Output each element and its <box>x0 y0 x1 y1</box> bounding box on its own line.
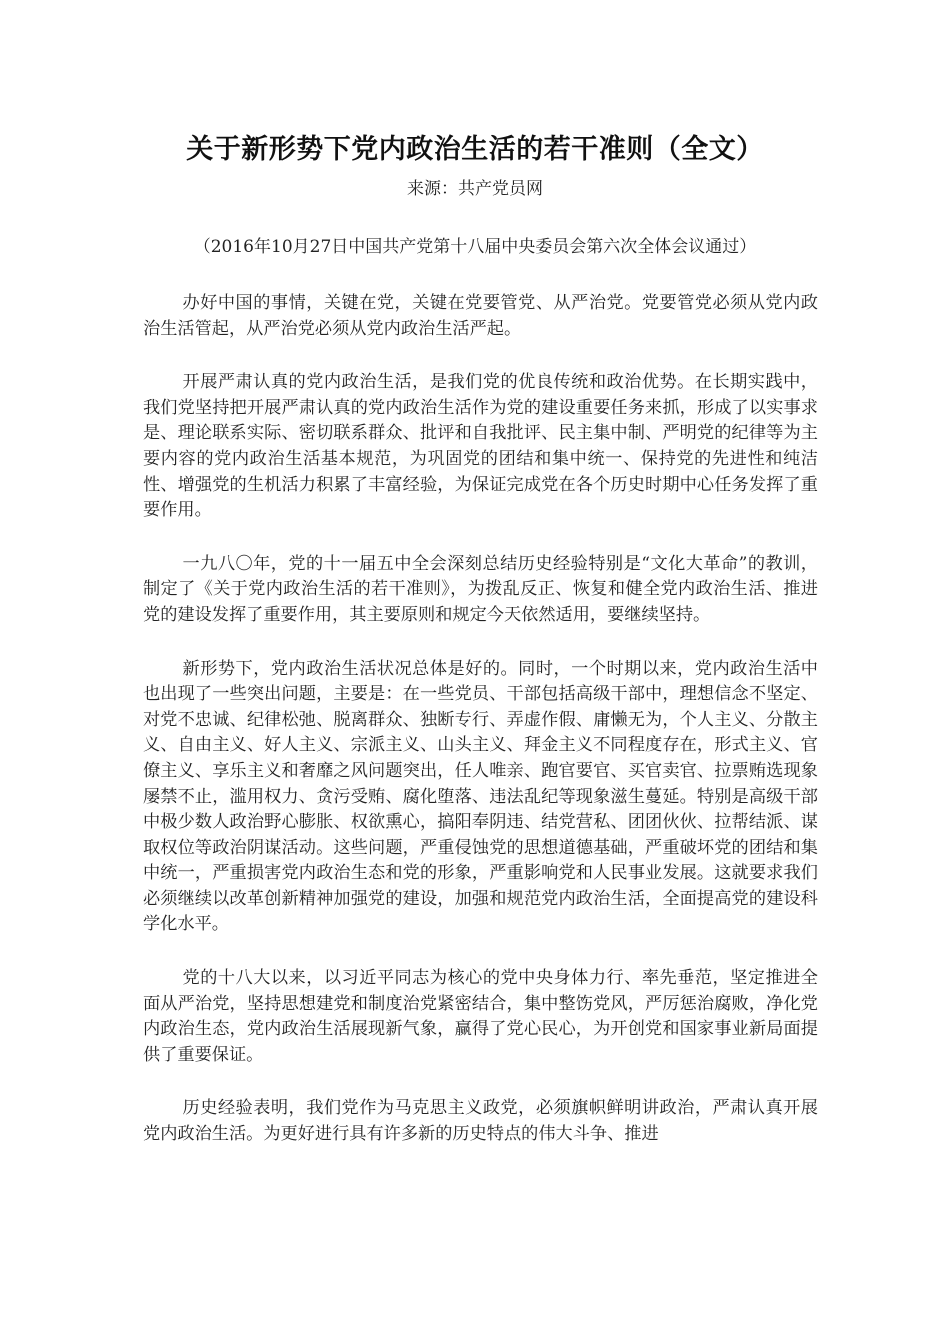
paragraph-4: 新形势下，党内政治生活状况总体是好的。同时，一个时期以来，党内政治生活中也出现了一些突出问题，主要是：在一些党员、干部包括高级干部中，理想信念不坚定、对党不忠诚、纪律松弛、脱离群众、独断专行、弄虚作假、庸懒无为，个人主义、分散主义、自由主义、好人主义、宗派主义、山头主义、拜金主义不同程度存在，形式主义、官僚主义、享乐主义和奢靡之风问题突出，任人唯亲、跑官要官、买官卖官、拉票贿选现象屡禁不止，滥用权力、贪污受贿、腐化堕落、违法乱纪等现象滋生蔓延。特别是高级干部中极少数人政治野心膨胀、权欲熏心，搞阳奉阴违、结党营私、团团伙伙、拉帮结派、谋取权位等政治阴谋活动。这些问题，严重侵蚀党的思想道德基础，严重破坏党的团结和集中统一，严重损害党内政治生态和党的形象，严重影响党和人民事业发展。这就要求我们必须继续以改革创新精神加强党的建设，加强和规范党内政治生活，全面提高党的建设科学化水平。 <box>143 658 818 935</box>
paragraph-2: 开展严肃认真的党内政治生活，是我们党的优良传统和政治优势。在长期实践中，我们党坚持把开展严肃认真的党内政治生活作为党的建设重要任务来抓，形成了以实事求是、理论联系实际、密切联系群众、批评和自我批评、民主集中制、严明党的纪律等为主要内容的党内政治生活基本规范，为巩固党的团结和集中统一、保持党的先进性和纯洁性、增强党的生机活力积累了丰富经验，为保证完成党在各个历史时期中心任务发挥了重要作用。 <box>143 372 818 521</box>
document-body <box>143 291 818 1176</box>
document-source: 来源：共产党员网 <box>407 179 543 199</box>
document-title: 关于新形势下党内政治生活的若干准则（全文） <box>186 134 764 165</box>
paragraph-6: 历史经验表明，我们党作为马克思主义政党，必须旗帜鲜明讲政治，严肃认真开展党内政治生活。为更好进行具有许多新的历史特点的伟大斗争、推进 <box>143 1098 818 1145</box>
document-subtitle: （2016年10月27日中国共产党第十八届中央委员会第六次全体会议通过） <box>193 237 757 257</box>
paragraph-3: 一九八〇年，党的十一届五中全会深刻总结历史经验特别是“文化大革命”的教训，制定了《关于党内政治生活的若干准则》，为拨乱反正、恢复和健全党内政治生活、推进党的建设发挥了重要作用，其主要原则和规定今天依然适用，要继续坚持。 <box>143 553 818 625</box>
paragraph-1: 办好中国的事情，关键在党，关键在党要管党、从严治党。党要管党必须从党内政治生活管起，从严治党必须从党内政治生活严起。 <box>143 293 818 339</box>
paragraph-5: 党的十八大以来，以习近平同志为核心的党中央身体力行、率先垂范，坚定推进全面从严治党，坚持思想建党和制度治党紧密结合，集中整饬党风，严厉惩治腐败，净化党内政治生态，党内政治生活展现新气象，赢得了党心民心，为开创党和国家事业新局面提供了重要保证。 <box>143 968 818 1065</box>
